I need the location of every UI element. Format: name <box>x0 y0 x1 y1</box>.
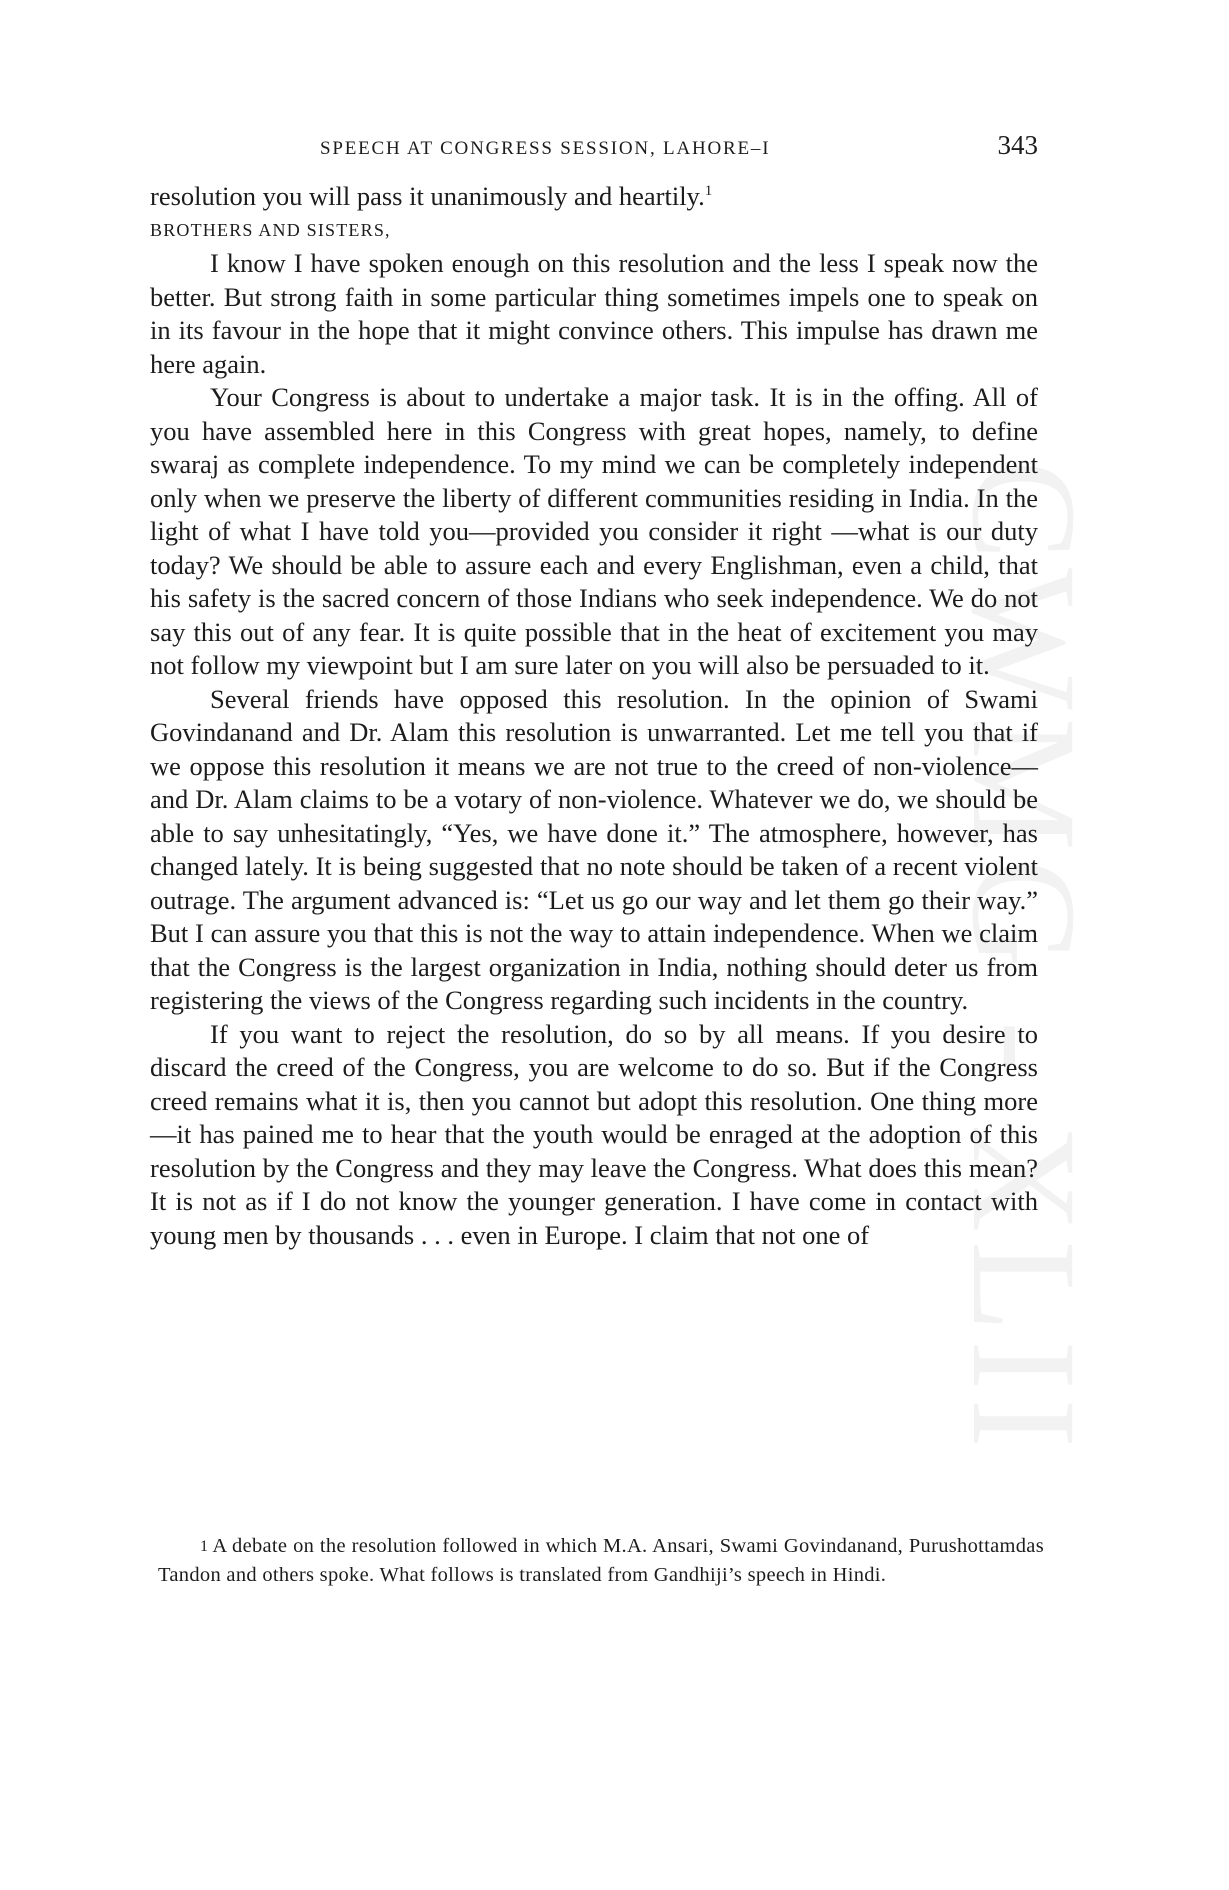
footnote <box>158 1532 1044 1590</box>
running-head <box>150 130 1048 170</box>
footnote-reference[interactable]: 1 <box>704 183 713 200</box>
footnote-text: A debate on the resolution followed in which M.A. Ansari, Swami Govindanand, Purushottamdas Tandon and others spoke. What follows is translated from Gandhiji’s speech in Hindi. <box>158 1535 1044 1586</box>
page-number: 343 <box>997 130 1038 160</box>
paragraph: I know I have spoken enough on this resolution and the less I speak now the better. But strong faith in some particular thing sometimes impels one to speak on in its favour in the hope that it might convince others. This impulse has drawn me here again. <box>150 248 1038 379</box>
paragraph: Several friends have opposed this resolution. In the opinion of Swami Govindanand and Dr. Alam this resolution is unwarranted. Let me tell you that if we oppose this resolution it means we are not true to the creed of non-violence—and Dr. Alam claims to be a votary of non-violence. Whatever we do, we should be able to say unhesitatingly, “Yes, we have done it.” The atmosphere, however, has changed lately. It is being suggested that no note should be taken of a recent violent outrage. The argument advanced is: “Let us go our way and let them go their way.” But I can assure you that this is not the way to attain independence. When we claim that the Congress is the largest organization in India, nothing should deter us from registering the views of the Congress regarding such incidents in the country. <box>150 683 1038 1015</box>
paragraph: If you want to reject the resolution, do so by all means. If you desire to discard the creed of the Congress, you are welcome to do so. But if the Congress creed remains what it is, then you cannot but adopt this resolution. One thing more—it has pained me to hear that the youth would be enraged at the adoption of this resolution by the Congress and they may leave the Congress. What does this mean? It is not as if I do not know the younger generation. I have come in contact with young men by thousands . . . even in Europe. I claim that not one of <box>150 1018 1038 1250</box>
salutation: BROTHERS AND SISTERS, <box>150 219 391 240</box>
body-text <box>150 180 1038 1252</box>
opening-line-text: resolution you will pass it unanimously and heartily. <box>150 181 705 211</box>
paragraph: Your Congress is about to undertake a major task. It is in the offing. All of you have assembled here in this Congress with great hopes, namely, to define swaraj as complete independence. To my mind we can be completely independent only when we preserve the liberty of different communities residing in India. In the light of what I have told you—provided you consider it right —what is our duty today? We should be able to assure each and every Englishman, even a child, that his safety is the sacred concern of those Indians who seek independence. We do not say this out of any fear. It is quite possible that in the heat of excitement you may not follow my viewpoint but I am sure later on you will also be persuaded to it. <box>150 382 1038 680</box>
opening-line <box>150 180 1038 214</box>
watermark-text: CWMG - XLII <box>941 460 1107 1457</box>
running-title: SPEECH AT CONGRESS SESSION, LAHORE–I <box>320 138 771 159</box>
footnote-marker: 1 <box>200 1538 209 1555</box>
